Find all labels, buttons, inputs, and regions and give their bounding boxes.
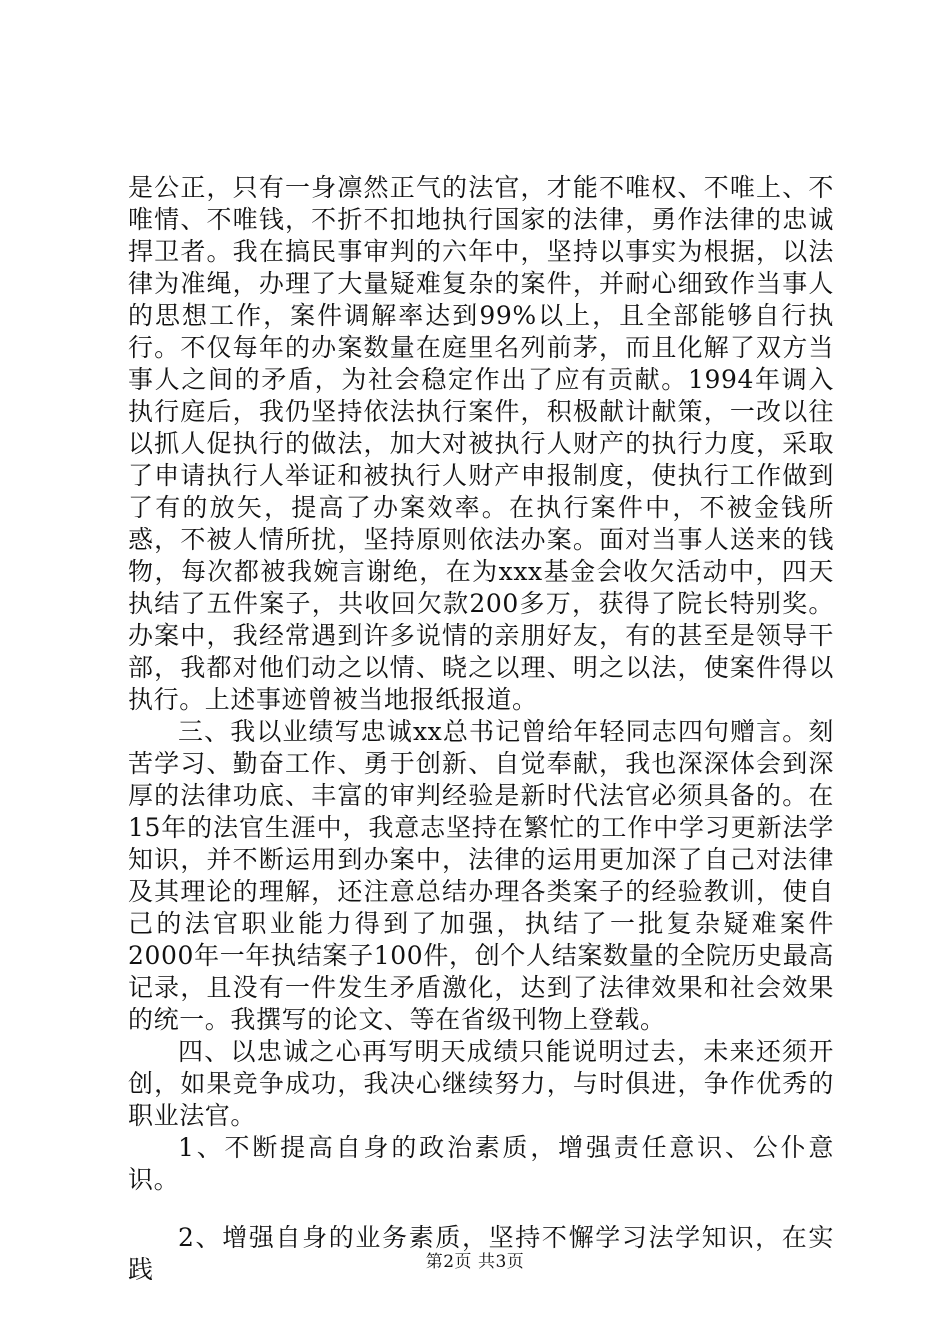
list-item-one: 1、不断提高自身的政治素质，增强责任意识、公仆意识。 bbox=[128, 1133, 834, 1194]
document-body bbox=[128, 172, 834, 1286]
list-item-two: 2、增强自身的业务素质，坚持不懈学习法学知识，在实践 bbox=[128, 1223, 834, 1284]
paragraph-continuation: 是公正，只有一身凛然正气的法官，才能不唯权、不唯上、不唯情、不唯钱，不折不扣地执行国家的法律，勇作法律的忠诚捍卫者。我在搞民事审判的六年中，坚持以事实为根据，以法律为准绳，办理了大量疑难复杂的案件，并耐心细致作当事人的思想工作，案件调解率达到99%以上，且全部能够自行执行。不仅每年的办案数量在庭里名列前茅，而且化解了双方当事人之间的矛盾，为社会稳定作出了应有贡献。1994年调入执行庭后，我仍坚持依法执行案件，积极献计献策，一改以往以抓人促执行的做法，加大对被执行人财产的执行力度，采取了申请执行人举证和被执行人财产申报制度，使执行工作做到了有的放矢，提高了办案效率。在执行案件中，不被金钱所惑，不被人情所扰，坚持原则依法办案。面对当事人送来的钱物，每次都被我婉言谢绝，在为xxx基金会收欠活动中，四天执结了五件案子，共收回欠款200多万，获得了院长特别奖。办案中，我经常遇到许多说情的亲朋好友，有的甚至是领导干部，我都对他们动之以情、晓之以理、明之以法，使案件得以执行。上述事迹曾被当地报纸报道。 bbox=[128, 173, 834, 714]
paragraph-section-four: 四、以忠诚之心再写明天成绩只能说明过去，未来还须开创，如果竞争成功，我决心继续努力，与时俱进，争作优秀的职业法官。 bbox=[128, 1037, 834, 1130]
page-footer: 第2页 共3页 bbox=[425, 1252, 525, 1272]
paragraph-section-three: 三、我以业绩写忠诚xx总书记曾给年轻同志四句赠言。刻苦学习、勤奋工作、勇于创新、自觉奉献，我也深深体会到深厚的法律功底、丰富的审判经验是新时代法官必须具备的。在15年的法官生涯中，我意志坚持在繁忙的工作中学习更新法学知识，并不断运用到办案中，法律的运用更加深了自己对法律及其理论的理解，还注意总结办理各类案子的经验教训，使自己的法官职业能力得到了加强，执结了一批复杂疑难案件2000年一年执结案子100件，创个人结案数量的全院历史最高记录，且没有一件发生矛盾激化，达到了法律效果和社会效果的统一。我撰写的论文、等在省级刊物上登载。 bbox=[128, 717, 834, 1034]
